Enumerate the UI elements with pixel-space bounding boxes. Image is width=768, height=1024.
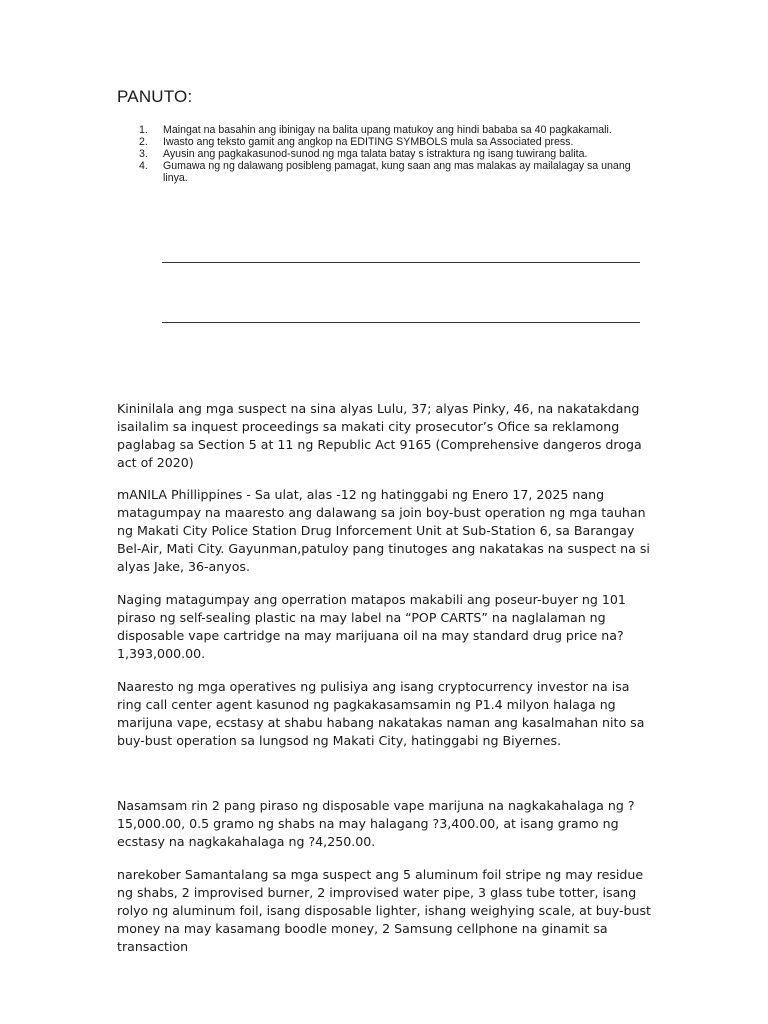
news-paragraph-5: Nasamsam rin 2 pang piraso ng disposable vape marijuna na nagkakahalaga ng ? 15,000.00, 0.5 gramo ng shabs na may halagang ?3,400.00, at isang gramo ng ecstasy na nagkakahalaga ng ?4,250.00. <box>117 798 635 849</box>
list-item-text: Gumawa ng ng dalawang posibleng pamagat, kung saan ang mas malakas ay mailalagay sa unang linya. <box>163 160 631 184</box>
list-number: 4. <box>139 160 148 172</box>
page-title: PANUTO: <box>117 87 193 106</box>
list-item-text: Iwasto ang teksto gamit ang angkop na EDITING SYMBOLS mula sa Associated press. <box>163 136 574 148</box>
list-item <box>117 136 647 148</box>
list-item-text: Maingat na basahin ang ibinigay na balita upang matukoy ang hindi bababa sa 40 pagkakamali. <box>163 124 612 136</box>
list-item <box>117 160 647 184</box>
news-paragraph-1: Kininilala ang mga suspect na sina alyas Lulu, 37; alyas Pinky, 46, na nakatakdang isailalim sa inquest proceedings sa makati city prosecutor’s Ofice sa reklamong paglabag sa Section 5 at 11 ng Republic Act 9165 (Comprehensive dangeros droga act of 2020) <box>117 401 642 470</box>
news-paragraph-3: Naging matagumpay ang operration matapos makabili ang poseur-buyer ng 101 piraso ng self-sealing plastic na may label na “POP CARTS” na naglalaman ng disposable vape cartridge na may marijuana oil na may standard drug price na?1,393,000.00. <box>117 592 626 661</box>
list-item <box>117 124 647 136</box>
list-item-text: Ayusin ang pagkakasunod-sunod ng mga talata batay s istraktura ng isang tuwirang balita. <box>163 148 588 160</box>
news-paragraph-2: mANILA Phillippines - Sa ulat, alas -12 ng hatinggabi ng Enero 17, 2025 nang matagumpay na maaresto ang dalawang sa join boy-bust operation ng mga tauhan ng Makati City Police Station Drug Inforcement Unit at Sub-Station 6, sa Barangay Bel-Air, Mati City. Gayunman,patuloy pang tinutoges ang nakatakas na suspect na si alyas Jake, 36-anyos. <box>117 487 650 574</box>
list-number: 3. <box>139 148 148 160</box>
instruction-list <box>117 124 647 184</box>
headline-blank-line-2[interactable] <box>162 322 640 323</box>
news-paragraph-6: narekober Samantalang sa mga suspect ang 5 aluminum foil stripe ng may residue ng shabs, 2 improvised burner, 2 improvised water pipe, 3 glass tube totter, isang rolyo ng aluminum foil, isang disposable lighter, ishang weighying scale, at buy-bust money na may kasamang boodle money, 2 Samsung cellphone na ginamit sa transaction <box>117 867 651 954</box>
news-paragraph-4: Naaresto ng mga operatives ng pulisiya ang isang cryptocurrency investor na isa ring call center agent kasunod ng pagkakasamsamin ng P1.4 milyon halaga ng marijuna vape, ecstasy at shabu habang nakatakas naman ang kasalmahan nito sa buy-bust operation sa lungsod ng Makati City, hatinggabi ng Biyernes. <box>117 679 645 748</box>
list-item <box>117 148 647 160</box>
headline-blank-line-1[interactable] <box>162 262 640 263</box>
list-number: 2. <box>139 136 148 148</box>
list-number: 1. <box>139 124 148 136</box>
